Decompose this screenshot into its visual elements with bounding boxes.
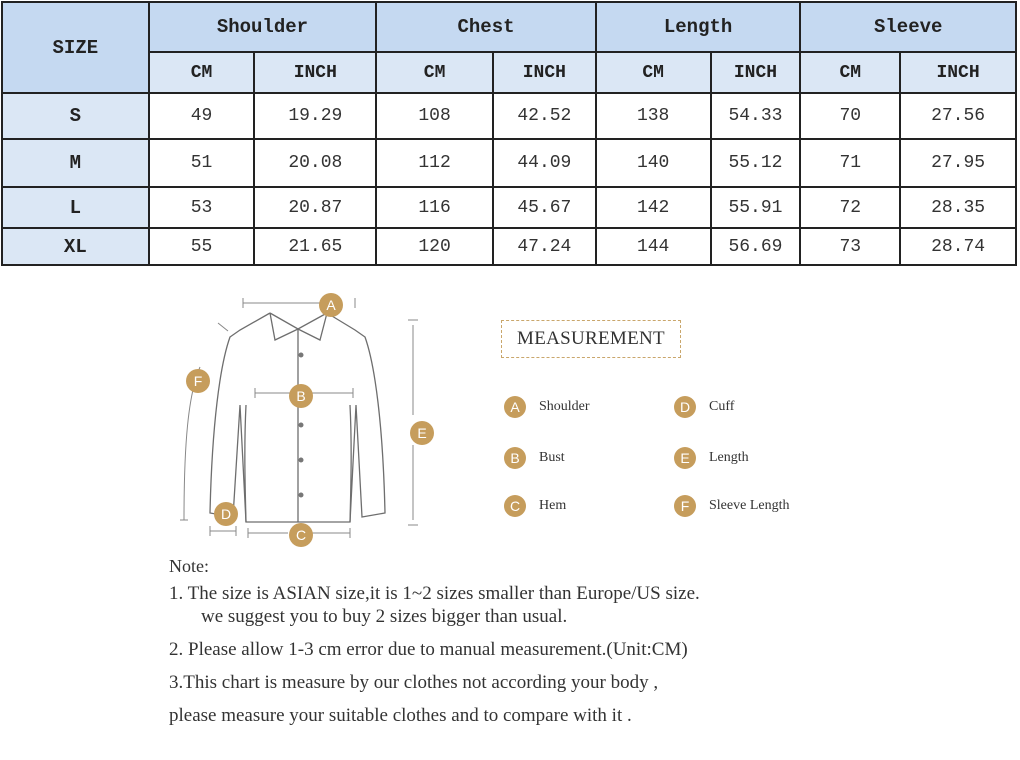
size-label: L <box>2 187 149 228</box>
shirt-diagram <box>170 285 450 555</box>
table-cell: 138 <box>596 93 711 139</box>
legend-label: Hem <box>539 498 567 513</box>
legend-label: Sleeve Length <box>709 498 790 513</box>
legend-label: Bust <box>539 450 565 465</box>
legend-item-hem <box>504 495 566 517</box>
table-cell: 27.56 <box>900 93 1016 139</box>
table-cell: 71 <box>800 139 900 187</box>
table-cell: 28.74 <box>900 228 1016 265</box>
legend-item-length <box>674 447 749 469</box>
legend-item-bust <box>504 447 565 469</box>
svg-text:B: B <box>296 388 306 404</box>
table-cell: 45.67 <box>493 187 596 228</box>
notes-section <box>169 555 700 727</box>
size-label: S <box>2 93 149 139</box>
legend-label: Length <box>709 450 749 465</box>
table-cell: 20.87 <box>254 187 376 228</box>
unit-inch: INCH <box>493 52 596 93</box>
badge-c-icon: C <box>504 495 526 517</box>
marker-d <box>214 502 238 526</box>
badge-d-icon: D <box>674 396 696 418</box>
table-cell: 72 <box>800 187 900 228</box>
unit-cm: CM <box>149 52 255 93</box>
table-cell: 44.09 <box>493 139 596 187</box>
legend-item-sleeve-length <box>674 495 789 517</box>
size-label: M <box>2 139 149 187</box>
table-cell: 27.95 <box>900 139 1016 187</box>
unit-inch: INCH <box>900 52 1016 93</box>
legend-item-cuff <box>674 396 734 418</box>
shirt-outline <box>210 313 385 522</box>
badge-e-icon: E <box>674 447 696 469</box>
table-cell: 21.65 <box>254 228 376 265</box>
table-row <box>2 139 1016 187</box>
table-cell: 42.52 <box>493 93 596 139</box>
table-cell: 47.24 <box>493 228 596 265</box>
table-cell: 116 <box>376 187 493 228</box>
marker-e <box>410 421 434 445</box>
marker-a <box>319 293 343 317</box>
table-cell: 54.33 <box>711 93 801 139</box>
table-cell: 51 <box>149 139 255 187</box>
table-cell: 49 <box>149 93 255 139</box>
unit-inch: INCH <box>254 52 376 93</box>
table-cell: 55.12 <box>711 139 801 187</box>
unit-inch: INCH <box>711 52 801 93</box>
header-length: Length <box>596 2 801 52</box>
notes-heading: Note: <box>169 556 209 576</box>
marker-c <box>289 523 313 547</box>
table-cell: 142 <box>596 187 711 228</box>
table-cell: 70 <box>800 93 900 139</box>
legend-item-shoulder <box>504 396 590 418</box>
header-shoulder: Shoulder <box>149 2 377 52</box>
table-cell: 56.69 <box>711 228 801 265</box>
svg-text:E: E <box>417 425 427 441</box>
table-cell: 112 <box>376 139 493 187</box>
table-cell: 73 <box>800 228 900 265</box>
note-line: 1. The size is ASIAN size,it is 1~2 sizes smaller than Europe/US size. <box>169 583 700 604</box>
table-cell: 55 <box>149 228 255 265</box>
note-line: we suggest you to buy 2 sizes bigger than usual. <box>201 606 568 627</box>
table-cell: 28.35 <box>900 187 1016 228</box>
table-cell: 144 <box>596 228 711 265</box>
table-row <box>2 187 1016 228</box>
svg-text:C: C <box>295 527 307 543</box>
table-cell: 140 <box>596 139 711 187</box>
note-line: 2. Please allow 1-3 cm error due to manual measurement.(Unit:CM) <box>169 639 688 660</box>
table-cell: 55.91 <box>711 187 801 228</box>
svg-text:A: A <box>326 297 336 313</box>
svg-text:F: F <box>193 373 203 389</box>
table-cell: 20.08 <box>254 139 376 187</box>
badge-b-icon: B <box>504 447 526 469</box>
size-label: XL <box>2 228 149 265</box>
table-row <box>2 228 1016 265</box>
header-sleeve: Sleeve <box>800 2 1016 52</box>
table-row <box>2 93 1016 139</box>
size-header: SIZE <box>2 2 149 93</box>
legend-label: Cuff <box>709 399 735 414</box>
note-line: please measure your suitable clothes and to compare with it . <box>169 705 632 726</box>
marker-f <box>186 369 210 393</box>
table-cell: 120 <box>376 228 493 265</box>
unit-cm: CM <box>800 52 900 93</box>
size-chart-table <box>1 1 1017 266</box>
badge-a-icon: A <box>504 396 526 418</box>
table-cell: 108 <box>376 93 493 139</box>
table-cell: 53 <box>149 187 255 228</box>
unit-cm: CM <box>596 52 711 93</box>
shirt-buttons <box>299 353 304 498</box>
badge-f-icon: F <box>674 495 696 517</box>
header-chest: Chest <box>376 2 596 52</box>
table-cell: 19.29 <box>254 93 376 139</box>
note-line: 3.This chart is measure by our clothes not according your body , <box>169 672 659 693</box>
unit-cm: CM <box>376 52 493 93</box>
svg-text:D: D <box>220 506 232 522</box>
marker-b <box>289 384 313 408</box>
legend-label: Shoulder <box>539 399 590 414</box>
measurement-title: MEASUREMENT <box>501 320 681 358</box>
